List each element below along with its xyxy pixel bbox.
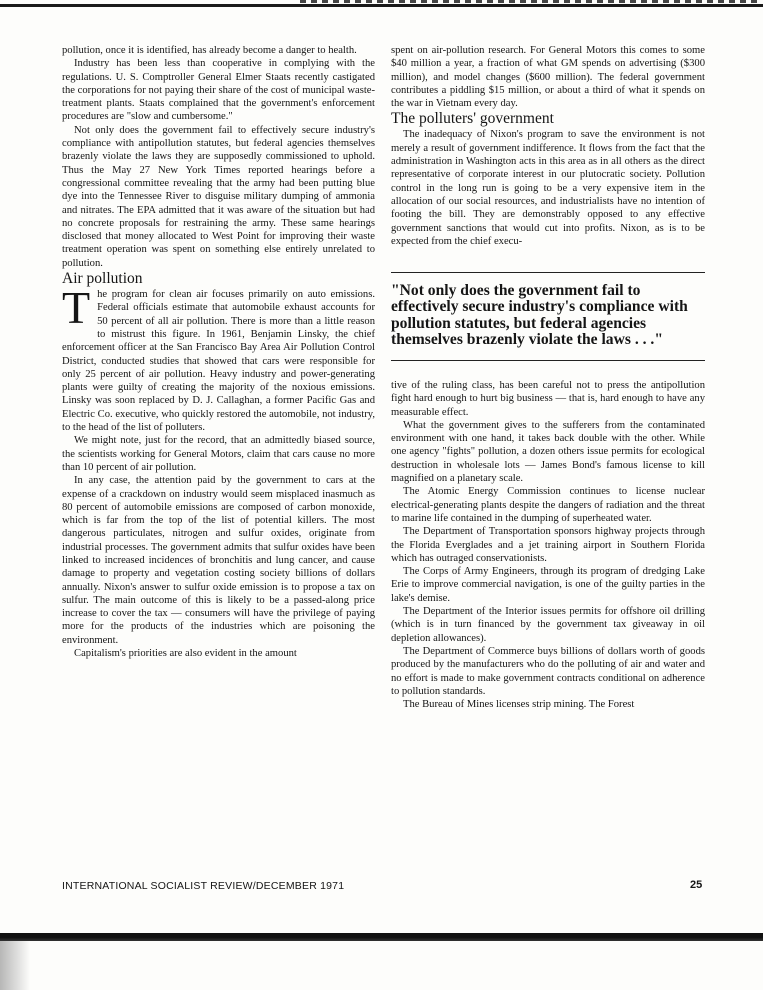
section-heading-air-pollution: Air pollution (62, 270, 143, 288)
paragraph: The Department of Transportation sponsors highway projects through the Florida Everglades and a jet training airport in Southern Florida which has outraged conservationists. (391, 526, 705, 564)
left-column (62, 44, 375, 660)
right-column (391, 44, 705, 711)
paragraph: spent on air-pollution research. For General Motors this comes to some $40 million a year, a fraction of what GM spends on advertising ($300 million), and model changes ($600 million). The federal government contributes a piddling $15 million, or about a third of what it spends on the war in Vietnam every day. (391, 45, 705, 110)
page-number: 25 (690, 879, 703, 891)
paragraph: The inadequacy of Nixon's program to save the environment is not merely a result of government indifference. It flows from the fact that the administration in Washington acts in this area as in all others as the direct representative of corporate interest in our plutocratic society. Pollution control in the long run is going to be a very expensive item in the allocation of our social resources, and industrialists have no intention of footing the bill. They are demonstrably opposed to any effective government sanctions that would cut into profits. Nixon, as is to be expected from the chief execu- (391, 129, 705, 247)
bottom-scan-edge (0, 933, 763, 941)
paragraph: The Department of the Interior issues permits for offshore oil drilling (which is in turn financed by the government tax giveaway in oil depletion allowances). (391, 606, 705, 644)
paragraph-dropcap (62, 282, 375, 434)
paragraph: The Bureau of Mines licenses strip mining. The Forest (403, 699, 635, 711)
pull-quote: "Not only does the government fail to effectively secure industry's compliance with pollution statutes, but federal agencies themselves brazenly violate the laws . . ." (391, 272, 705, 361)
drop-cap: T (62, 282, 91, 334)
section-heading-polluters-government: The polluters' government (391, 110, 554, 128)
paragraph: Capitalism's priorities are also evident in the amount (74, 648, 297, 660)
top-rule (0, 4, 763, 7)
paragraph: tive of the ruling class, has been careful not to press the antipollution fight hard enough to hurt big business — that is, hard enough to have any measurable effect. (391, 379, 705, 418)
footer-publication: INTERNATIONAL SOCIALIST REVIEW/DECEMBER 1971 (62, 880, 345, 892)
paragraph: The Atomic Energy Commission continues to license nuclear electrical-generating plants despite the dangers of radiation and the threat to marine life contained in the dumping of superheated water. (391, 486, 705, 524)
dropcap-paragraph-text: he program for clean air focuses primarily on auto emissions. Federal officials estimate that automobile exhaust accounts for 50 percent of all air pollution. There is more than a little reason to mistrust this figure. In 1961, Benjamin Linsky, the chief enforcement officer at the San Francisco Bay Area Air Pollution Control District, conducted studies that showed that cars were responsible for only 25 percent of air pollution. Heavy industry and power-generating plants were guilty of creating the majority of the noxious emissions. Linsky was soon replaced by D. J. Callaghan, a former Pacific Gas and Electric Co. executive, who quickly restored the automobile, not industry, to the head of the list of polluters. (62, 289, 375, 434)
paragraph: The Department of Commerce buys billions of dollars worth of goods produced by the manufacturers who do the polluting of air and water and no effort is made to make government contracts conditional on adherence to pollution standards. (391, 645, 705, 697)
bottom-scan-shadow (0, 941, 30, 990)
paragraph: In any case, the attention paid by the government to cars at the expense of a crackdown on industry would seem misplaced inasmuch as 80 percent of automobile emissions are composed of carbon monoxide, which is far from the top of the list of potential killers. The most dangerous particulates, nitrogen and sulfur oxides, originate from industrial processes. The government admits that sulfur oxides have been linked to increased incidences of bronchitis and lung cancer, and cause damage to property and vegetation costing society billions of dollars annually. Nixon's answer to sulfur oxide emission is to propose a tax on sulfur. The main outcome of this is likely to be a passed-along price increase to cover the tax — consumers will have the privilege of paying more for the products of the industries which are poisoning the environment. (62, 475, 375, 646)
paragraph: Not only does the government fail to effectively secure industry's compliance with antipollution statutes, but federal agencies themselves brazenly violate the laws they are supposedly commissioned to uphold. Thus the May 27 New York Times reported hearings before a congressional committee revealing that the army had been putting blue dye into the Tennessee River to disguise military dumping of ammonia and nitrates. The EPA admitted that it was aware of the situation but had no concrete proposals for restraining the army. These same hearings disclosed that money allocated to West Point for improving their waste treatment operation was spent on something else entirely unrelated to pollution. (62, 124, 375, 269)
paragraph: We might note, just for the record, that an admittedly biased source, the scientists working for General Motors, claim that cars cause no more than 10 percent of air pollution. (62, 435, 375, 473)
paragraph: Industry has been less than cooperative in complying with the regulations. U. S. Comptroller General Elmer Staats recently castigated the corporations for not paying their share of the cost of municipal waste-treatment plants. Staats complained that the government's enforcement procedures are "slow and cumbersome." (62, 58, 375, 123)
paragraph: What the government gives to the sufferers from the contaminated environment with one hand, it takes back double with the other. While one agency "fights" pollution, a dozen others issue permits for ecological destruction in wholesale lots — James Bond's famous license to kill magnified on a planetary scale. (391, 419, 705, 485)
paragraph: The Corps of Army Engineers, through its program of dredging Lake Erie to improve commercial navigation, is one of the guilty parties in the lake's demise. (391, 566, 705, 604)
top-rule-dots (300, 0, 760, 3)
paragraph: pollution, once it is identified, has already become a danger to health. (62, 45, 357, 56)
